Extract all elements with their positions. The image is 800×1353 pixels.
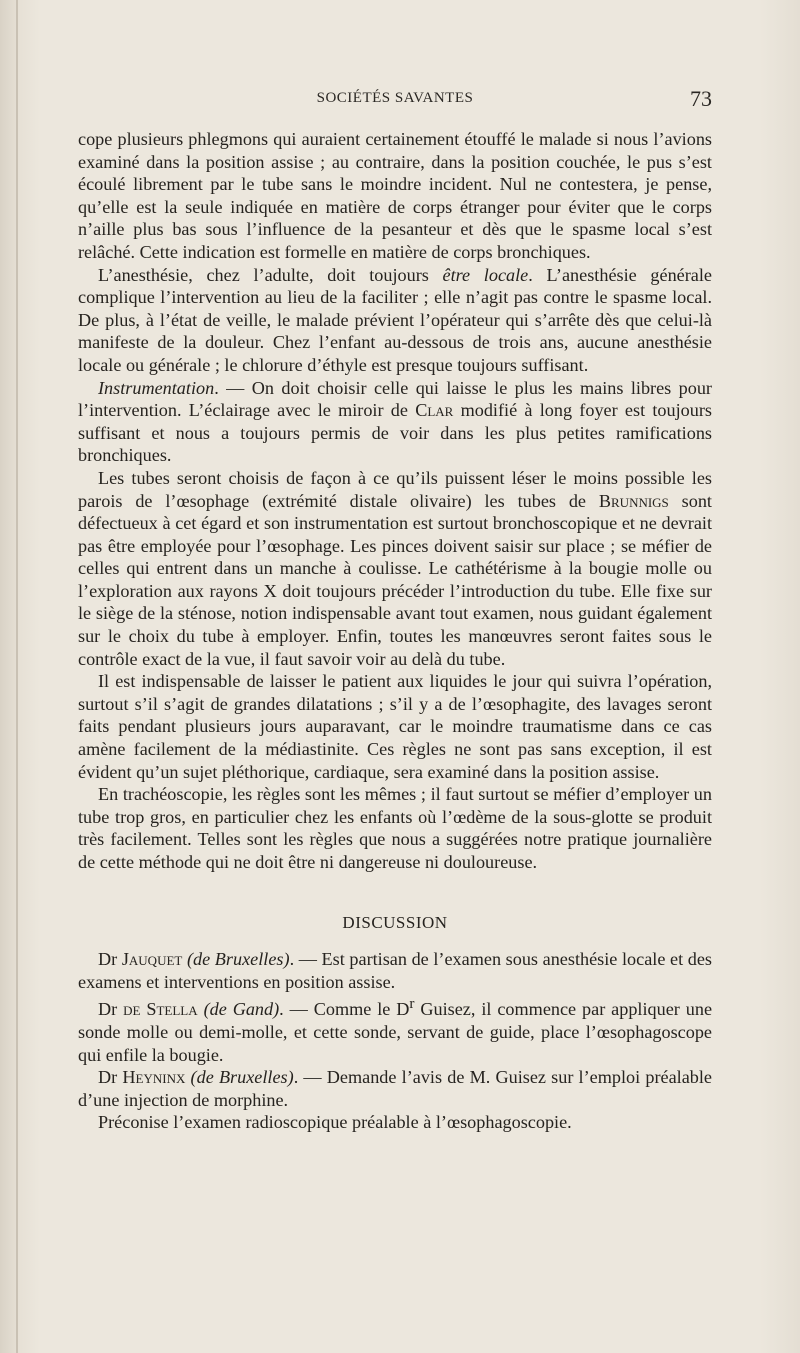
text-run: sont défectueux à cet égard et son instrumentation est surtout bronchoscopique et ne devrait pas être employée pour l’œsophage. Les pinces doivent saisir sur place ; se méfier de celles qui entrent dans un manche à coulisse. Le cathétérisme à la bougie molle ou l’exploration aux rayons X doit toujours précéder l’introduction du tube. Elle fixe sur le siège de la sténose, notion indispensable avant tout examen, nous guidant également sur le choix du tube à employer. Enfin, toutes les manœuvres seront faites sous le contrôle exact de la vue, il faut savoir voir au delà du tube. <box>78 490 712 669</box>
text-run: . L’anesthésie générale complique l’intervention au lieu de la faciliter ; elle n’agit pas contre le spasme local. De plus, à l’état de veille, le malade prévient l’opérateur qui s’arrête dès que celui-là manifeste de la douleur. Chez l’enfant au-dessous de trois ans, aucune anesthésie locale ou générale ; le chlorure d’éthyle est presque toujours suffisant. <box>78 264 712 375</box>
doctor-title: Dr <box>98 949 118 970</box>
superscript: r <box>409 995 415 1013</box>
discussion-entry-heyninx <box>78 1066 712 1111</box>
doctor-title: Dr <box>98 999 118 1020</box>
paragraph-anesthesia <box>78 264 712 377</box>
text-run: modifié à long foyer est toujours suffisant et nous a toujours permis de voir dans les plus petites ramifications bronchiques. <box>78 400 712 466</box>
emphasis-text: être locale <box>442 264 529 285</box>
page-header <box>78 86 712 114</box>
discussion-entry-jauquet <box>78 948 712 993</box>
discussion-heading: DISCUSSION <box>342 912 448 932</box>
text-run: . — Comme le D <box>279 999 410 1020</box>
section-lead-italic: Instrumentation <box>98 377 215 398</box>
paragraph-instrumentation <box>78 377 712 467</box>
running-title: SOCIÉTÉS SAVANTES <box>316 90 474 106</box>
doctor-name: de Stella <box>123 999 198 1020</box>
paragraph-postop: Il est indispensable de laisser le patient aux liquides le jour qui suivra l’opération, surtout s’il s’agit de grandes dilatations ; s’il y a de l’œsophagite, des lavages seront faits pendant plusieurs jours auparavant, car le moindre traumatisme dans ce cas amène facilement de la médiastinite. Ces règles ne sont pas sans exception, il est évident qu’un sujet pléthorique, cardiaque, sera examiné dans la position assise. <box>78 671 712 782</box>
text-run: Les tubes seront choisis de façon à ce qu’ils puissent léser le moins possible les parois de l’œsophage (extrémité distale olivaire) les tubes de <box>78 467 712 511</box>
discussion-entry-de-stella <box>78 993 712 1066</box>
author-name: Clar <box>415 400 454 421</box>
text-run: . — On doit choisir celle qui laisse le plus les mains libres pour l’intervention. L’éclairage avec le miroir de <box>78 377 712 421</box>
doctor-place: (de Bruxelles) <box>186 949 290 970</box>
paragraph-tracheoscopy: En trachéoscopie, les règles sont les mêmes ; il faut surtout se méfier d’employer un tube trop gros, en particulier chez les enfants où l’œdème de la sous-glotte se produit très facilement. Telles sont les règles que nous a suggérées notre pratique journalière de cette méthode qui ne doit être ni dangereuse ni douloureuse. <box>78 784 712 872</box>
doctor-name: Heyninx <box>122 1067 186 1088</box>
doctor-place: (de Gand) <box>203 999 280 1020</box>
article-body <box>78 128 712 1134</box>
paragraph-tubes <box>78 467 712 670</box>
text-run: . — Demande l’avis de M. Guisez sur l’emploi préalable d’une injection de morphine. <box>78 1067 713 1110</box>
doctor-name: Jauquet <box>121 949 183 970</box>
page-number: 73 <box>690 86 712 111</box>
author-name: Brunnigs <box>598 490 669 511</box>
page-edge-shadow <box>16 0 18 1353</box>
discussion-entry-radioscopy: Préconise l’examen radioscopique préalable à l’œsophagoscopie. <box>98 1112 572 1133</box>
text-run: L’anesthésie, chez l’adulte, doit toujours <box>98 264 443 285</box>
paragraph-1: cope plusieurs phlegmons qui auraient certainement étouffé le malade si nous l’avions examiné dans la position assise ; au contraire, dans la position couchée, le pus s’est écoulé librement par le tube sans le moindre incident. Nul ne contestera, je pense, qu’elle est la seule indiquée en matière de corps étranger pour éviter que le corps n’aille plus bas sous l’influence de la pesanteur et dès que le spasme local s’est relâché. Cette indication est formelle en matière de corps bronchiques. <box>78 129 712 262</box>
text-run: . — Est partisan de l’examen sous anesthésie locale et des examens et interventions en position assise. <box>78 949 713 992</box>
text-run: Guisez, il commence par appliquer une sonde molle ou demi-molle, et cette sonde, servant de guide, place l’œsophagoscope qui enfile la bougie. <box>78 999 713 1065</box>
doctor-title: Dr <box>98 1067 118 1088</box>
doctor-place: (de Bruxelles) <box>190 1067 294 1088</box>
